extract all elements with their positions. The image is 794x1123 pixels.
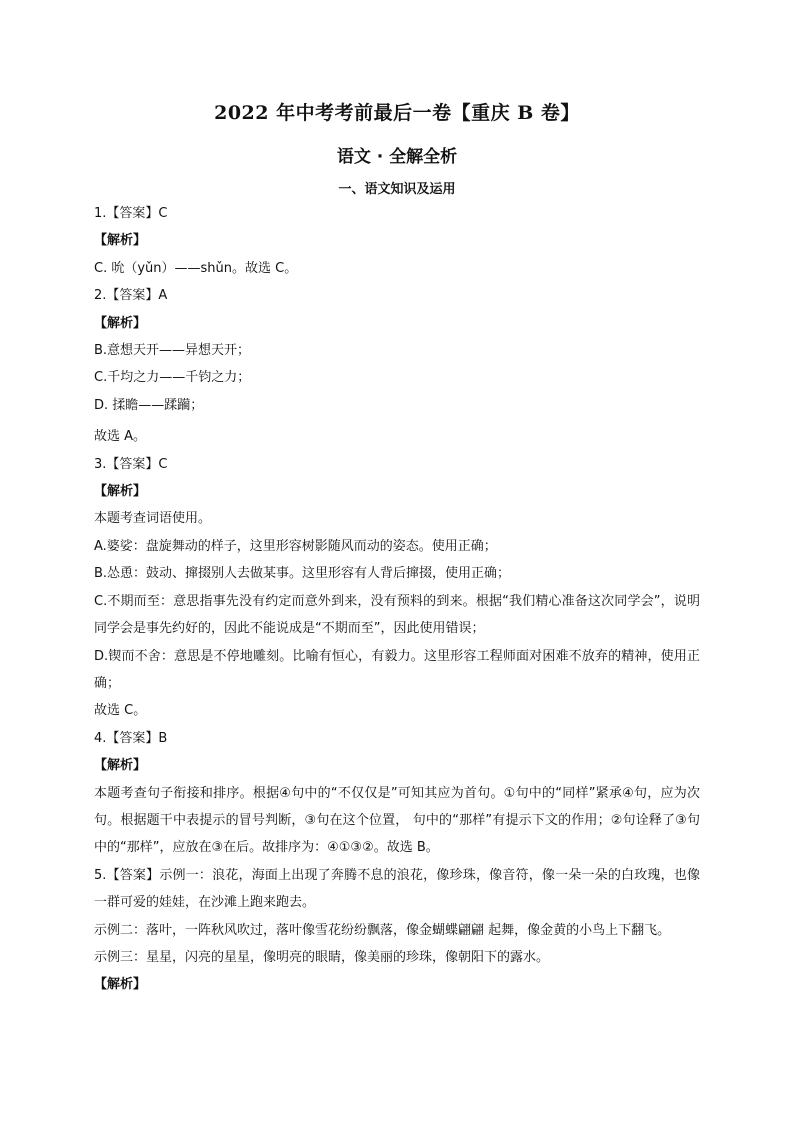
analysis-text: C.不期而至：意思指事先没有约定而意外到来，没有预料的到来。根据“我们精心准备这次同学会”，说明同学会是事先约好的，因此不能说成是“不期而至”，因此使用错误；: [94, 593, 700, 637]
answer-body: [94, 200, 700, 999]
example-text: 示例三：星星，闪亮的星星，像明亮的眼睛，像美丽的珍珠，像朝阳下的露水。: [94, 949, 550, 965]
analysis-label: 【解析】: [94, 758, 147, 774]
answer-3: 3.【答案】C: [94, 456, 168, 472]
analysis-text: B.怂恿：鼓动、撺掇别人去做某事。这里形容有人背后撺掇，使用正确；: [94, 566, 511, 582]
section-heading: 一、语文知识及运用: [338, 182, 456, 197]
analysis-text: 本题考查句子衔接和排序。根据④句中的“不仅仅是”可知其应为首句。①句中的“同样”紧承④句，应为次句。根据题干中表提示的冒号判断，③句在这个位置， 句中的“那样”有提示下文的作用；②句诠释了③句中的“那样”，应放在③在后。故排序为：④①③②。故选 B。: [94, 785, 700, 856]
document-subtitle: 语文 · 全解全析: [336, 147, 458, 167]
answer-2: 2.【答案】A: [94, 288, 168, 304]
analysis-text: D.锲而不舍：意思是不停地雕刻。比喻有恒心，有毅力。这里形容工程师面对困难不放弃的精神，使用正确；: [94, 648, 700, 691]
analysis-text: B.意想天开——异想天开；: [94, 343, 251, 359]
analysis-label: 【解析】: [94, 315, 147, 331]
analysis-label: 【解析】: [94, 484, 147, 500]
document-title: 2022 年中考考前最后一卷【重庆 B 卷】: [214, 102, 580, 124]
analysis-text: C. 吮（yǔn）——shǔn。故选 C。: [94, 260, 298, 276]
analysis-text: D. 揉瞻——蹂躏；: [94, 397, 204, 413]
analysis-text: 故选 C。: [94, 703, 147, 719]
answer-1: 1.【答案】C: [94, 206, 168, 221]
analysis-text: 本题考查词语使用。: [94, 511, 212, 527]
analysis-text: C.千均之力——千钧之力；: [94, 370, 251, 386]
analysis-label: 【解析】: [94, 233, 147, 249]
answer-5: 5.【答案】示例一：浪花，海面上出现了奔腾不息的浪花，像珍珠，像音符，像一朵一朵的白玫瑰，也像一群可爱的娃娃，在沙滩上跑来跑去。: [94, 867, 700, 911]
example-text: 示例二：落叶，一阵秋风吹过，落叶像雪花纷纷飘落，像金蝴蝶翩翩 起舞，像金黄的小鸟上下翻飞。: [94, 922, 671, 938]
analysis-text: 故选 A。: [94, 429, 147, 445]
analysis-text: A.婆娑：盘旋舞动的样子，这里形容树影随风而动的姿态。使用正确；: [94, 538, 497, 554]
answer-4: 4.【答案】B: [94, 730, 168, 746]
analysis-label: 【解析】: [94, 977, 147, 993]
